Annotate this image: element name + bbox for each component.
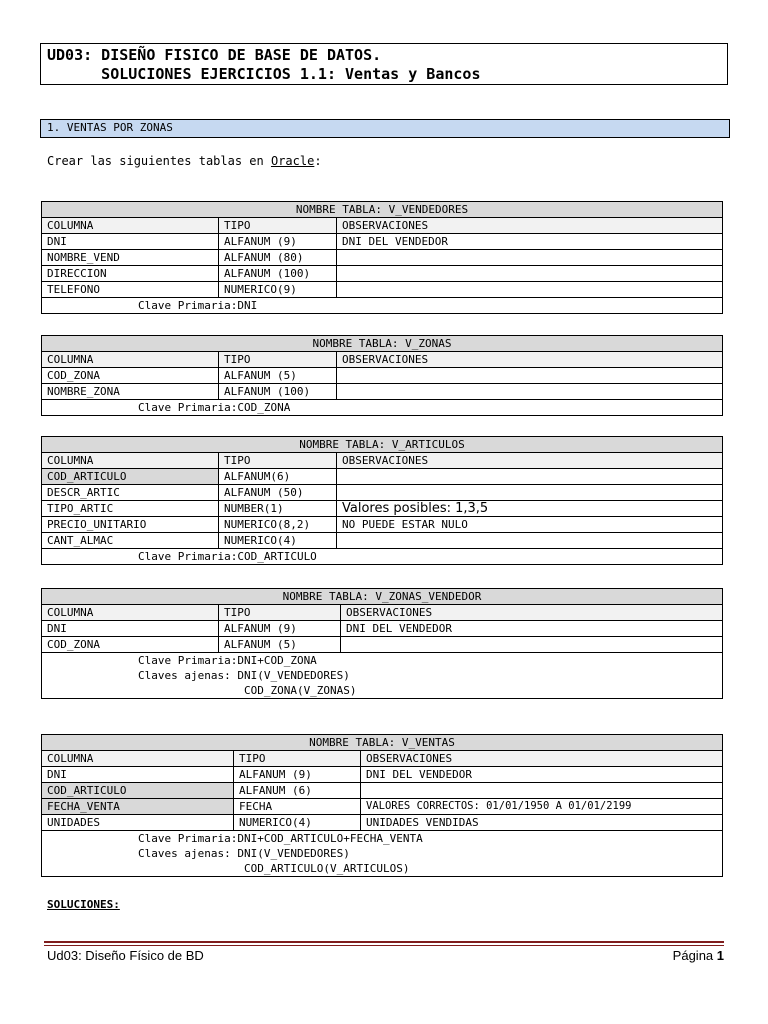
footer-title: Ud03: Diseño Físico de BD	[47, 948, 204, 963]
cell: COD_ARTICULO	[42, 783, 233, 798]
table-header-row	[42, 453, 722, 469]
cell	[336, 282, 722, 297]
foreign-key-line: Claves ajenas: DNI(V_VENDEDORES)	[138, 669, 350, 682]
solutions-label: SOLUCIONES:	[47, 898, 120, 911]
cell	[336, 485, 722, 500]
table-header-row	[42, 751, 722, 767]
table-row	[42, 621, 722, 637]
cell: ALFANUM (100)	[218, 384, 336, 399]
oracle-link: Oracle	[270, 154, 315, 168]
cell	[336, 533, 722, 548]
table-row	[42, 282, 722, 298]
column-header: TIPO	[218, 605, 340, 620]
cell: NUMERICO(4)	[218, 533, 336, 548]
cell: DIRECCION	[47, 267, 107, 280]
cell: CANT_ALMAC	[47, 534, 114, 547]
table-v-articulos	[41, 436, 723, 565]
title-line-1: UD03: DISEÑO FISICO DE BASE DE DATOS.	[47, 46, 382, 64]
cell: ALFANUM (9)	[218, 234, 336, 249]
table-name: NOMBRE TABLA: V_ZONAS	[42, 336, 722, 352]
foreign-key-line: COD_ARTICULO(V_ARTICULOS)	[138, 862, 410, 875]
table-name: NOMBRE TABLA: V_ARTICULOS	[42, 437, 722, 453]
cell: NOMBRE_ZONA	[47, 385, 120, 398]
cell: PRECIO_UNITARIO	[47, 518, 147, 531]
cell: ALFANUM (9)	[233, 767, 360, 782]
column-header: OBSERVACIONES	[360, 751, 722, 766]
cell	[360, 783, 722, 798]
column-header: TIPO	[218, 453, 336, 468]
table-row	[42, 533, 722, 549]
cell	[336, 384, 722, 399]
column-header: TIPO	[218, 218, 336, 233]
cell	[336, 469, 722, 484]
document-title-box	[40, 43, 728, 85]
cell: ALFANUM(6)	[218, 469, 336, 484]
cell: NOMBRE_VEND	[47, 251, 120, 264]
cell: FECHA	[233, 799, 360, 814]
cell: NUMERICO(8,2)	[218, 517, 336, 532]
intro-lead: Crear las siguientes tablas en	[47, 154, 271, 168]
cell: NUMERICO(9)	[218, 282, 336, 297]
cell: NO PUEDE ESTAR NULO	[336, 517, 722, 532]
cell: ALFANUM (6)	[233, 783, 360, 798]
cell	[336, 368, 722, 383]
cell: FECHA_VENTA	[42, 799, 233, 814]
cell: DNI	[47, 235, 67, 248]
table-row	[42, 234, 722, 250]
intro-text	[47, 154, 322, 168]
page-label: Página	[672, 948, 717, 963]
table-row	[42, 799, 722, 815]
column-header: OBSERVACIONES	[336, 453, 722, 468]
table-name: NOMBRE TABLA: V_ZONAS_VENDEDOR	[42, 589, 722, 605]
table-row	[42, 250, 722, 266]
cell: DNI DEL VENDEDOR	[340, 621, 722, 636]
table-v-ventas	[41, 734, 723, 877]
table-row	[42, 637, 722, 653]
column-header: OBSERVACIONES	[336, 218, 722, 233]
foreign-key-line: COD_ZONA(V_ZONAS)	[138, 684, 357, 697]
table-header-row	[42, 605, 722, 621]
cell: ALFANUM (9)	[218, 621, 340, 636]
cell	[340, 637, 722, 652]
column-header: COLUMNA	[47, 606, 94, 619]
cell: ALFANUM (5)	[218, 637, 340, 652]
cell: VALORES CORRECTOS: 01/01/1950 A 01/01/2199	[360, 799, 722, 814]
footer-rule	[44, 941, 724, 943]
column-header: COLUMNA	[47, 219, 94, 232]
cell: DNI	[47, 768, 67, 781]
cell	[336, 250, 722, 265]
footer-rule-thin	[44, 945, 724, 946]
title-line-2: SOLUCIONES EJERCICIOS 1.1: Ventas y Bancos	[47, 65, 481, 83]
cell: TIPO_ARTIC	[47, 502, 114, 515]
page-number	[673, 948, 724, 963]
cell: DESCR_ARTIC	[47, 486, 120, 499]
cell: UNIDADES	[47, 816, 100, 829]
table-name: NOMBRE TABLA: V_VENDEDORES	[42, 202, 722, 218]
primary-key-line: Clave Primaria:DNI	[138, 299, 258, 312]
primary-key-line: Clave Primaria:DNI+COD_ARTICULO+FECHA_VENTA	[138, 832, 423, 845]
column-header: COLUMNA	[47, 353, 94, 366]
table-row	[42, 517, 722, 533]
cell: DNI DEL VENDEDOR	[360, 767, 722, 782]
cell: NUMERICO(4)	[233, 815, 360, 830]
column-header: COLUMNA	[47, 454, 94, 467]
table-row	[42, 783, 722, 799]
primary-key-line: Clave Primaria:COD_ARTICULO	[138, 550, 317, 563]
cell: COD_ZONA	[47, 369, 100, 382]
primary-key-line: Clave Primaria:DNI+COD_ZONA	[138, 654, 317, 667]
cell: ALFANUM (100)	[218, 266, 336, 281]
column-header: TIPO	[218, 352, 336, 367]
cell: UNIDADES VENDIDAS	[360, 815, 722, 830]
table-name: NOMBRE TABLA: V_VENTAS	[42, 735, 722, 751]
table-row	[42, 815, 722, 831]
table-row	[42, 368, 722, 384]
cell: DNI DEL VENDEDOR	[336, 234, 722, 249]
cell: NUMBER(1)	[218, 501, 336, 516]
table-v-vendedores	[41, 201, 723, 314]
table-row	[42, 469, 722, 485]
page-number-value: 1	[716, 948, 724, 963]
column-header: COLUMNA	[47, 752, 94, 765]
intro-suffix: :	[314, 154, 322, 168]
table-row	[42, 384, 722, 400]
cell: ALFANUM (50)	[218, 485, 336, 500]
table-row	[42, 767, 722, 783]
cell	[336, 266, 722, 281]
primary-key-line: Clave Primaria:COD_ZONA	[138, 401, 291, 414]
table-row	[42, 501, 722, 517]
table-row	[42, 266, 722, 282]
section-heading: 1. VENTAS POR ZONAS	[40, 119, 730, 138]
cell: DNI	[47, 622, 67, 635]
cell: ALFANUM (80)	[218, 250, 336, 265]
cell: TELEFONO	[47, 283, 100, 296]
cell: COD_ZONA	[47, 638, 100, 651]
column-header: OBSERVACIONES	[336, 352, 722, 367]
cell: Valores posibles: 1,3,5	[336, 501, 722, 516]
table-v-zonas	[41, 335, 723, 416]
table-header-row	[42, 352, 722, 368]
cell: ALFANUM (5)	[218, 368, 336, 383]
foreign-key-line: Claves ajenas: DNI(V_VENDEDORES)	[138, 847, 350, 860]
table-v-zonas-vendedor	[41, 588, 723, 699]
column-header: TIPO	[233, 751, 360, 766]
table-header-row	[42, 218, 722, 234]
table-row	[42, 485, 722, 501]
column-header: OBSERVACIONES	[340, 605, 722, 620]
cell: COD_ARTICULO	[42, 469, 218, 484]
